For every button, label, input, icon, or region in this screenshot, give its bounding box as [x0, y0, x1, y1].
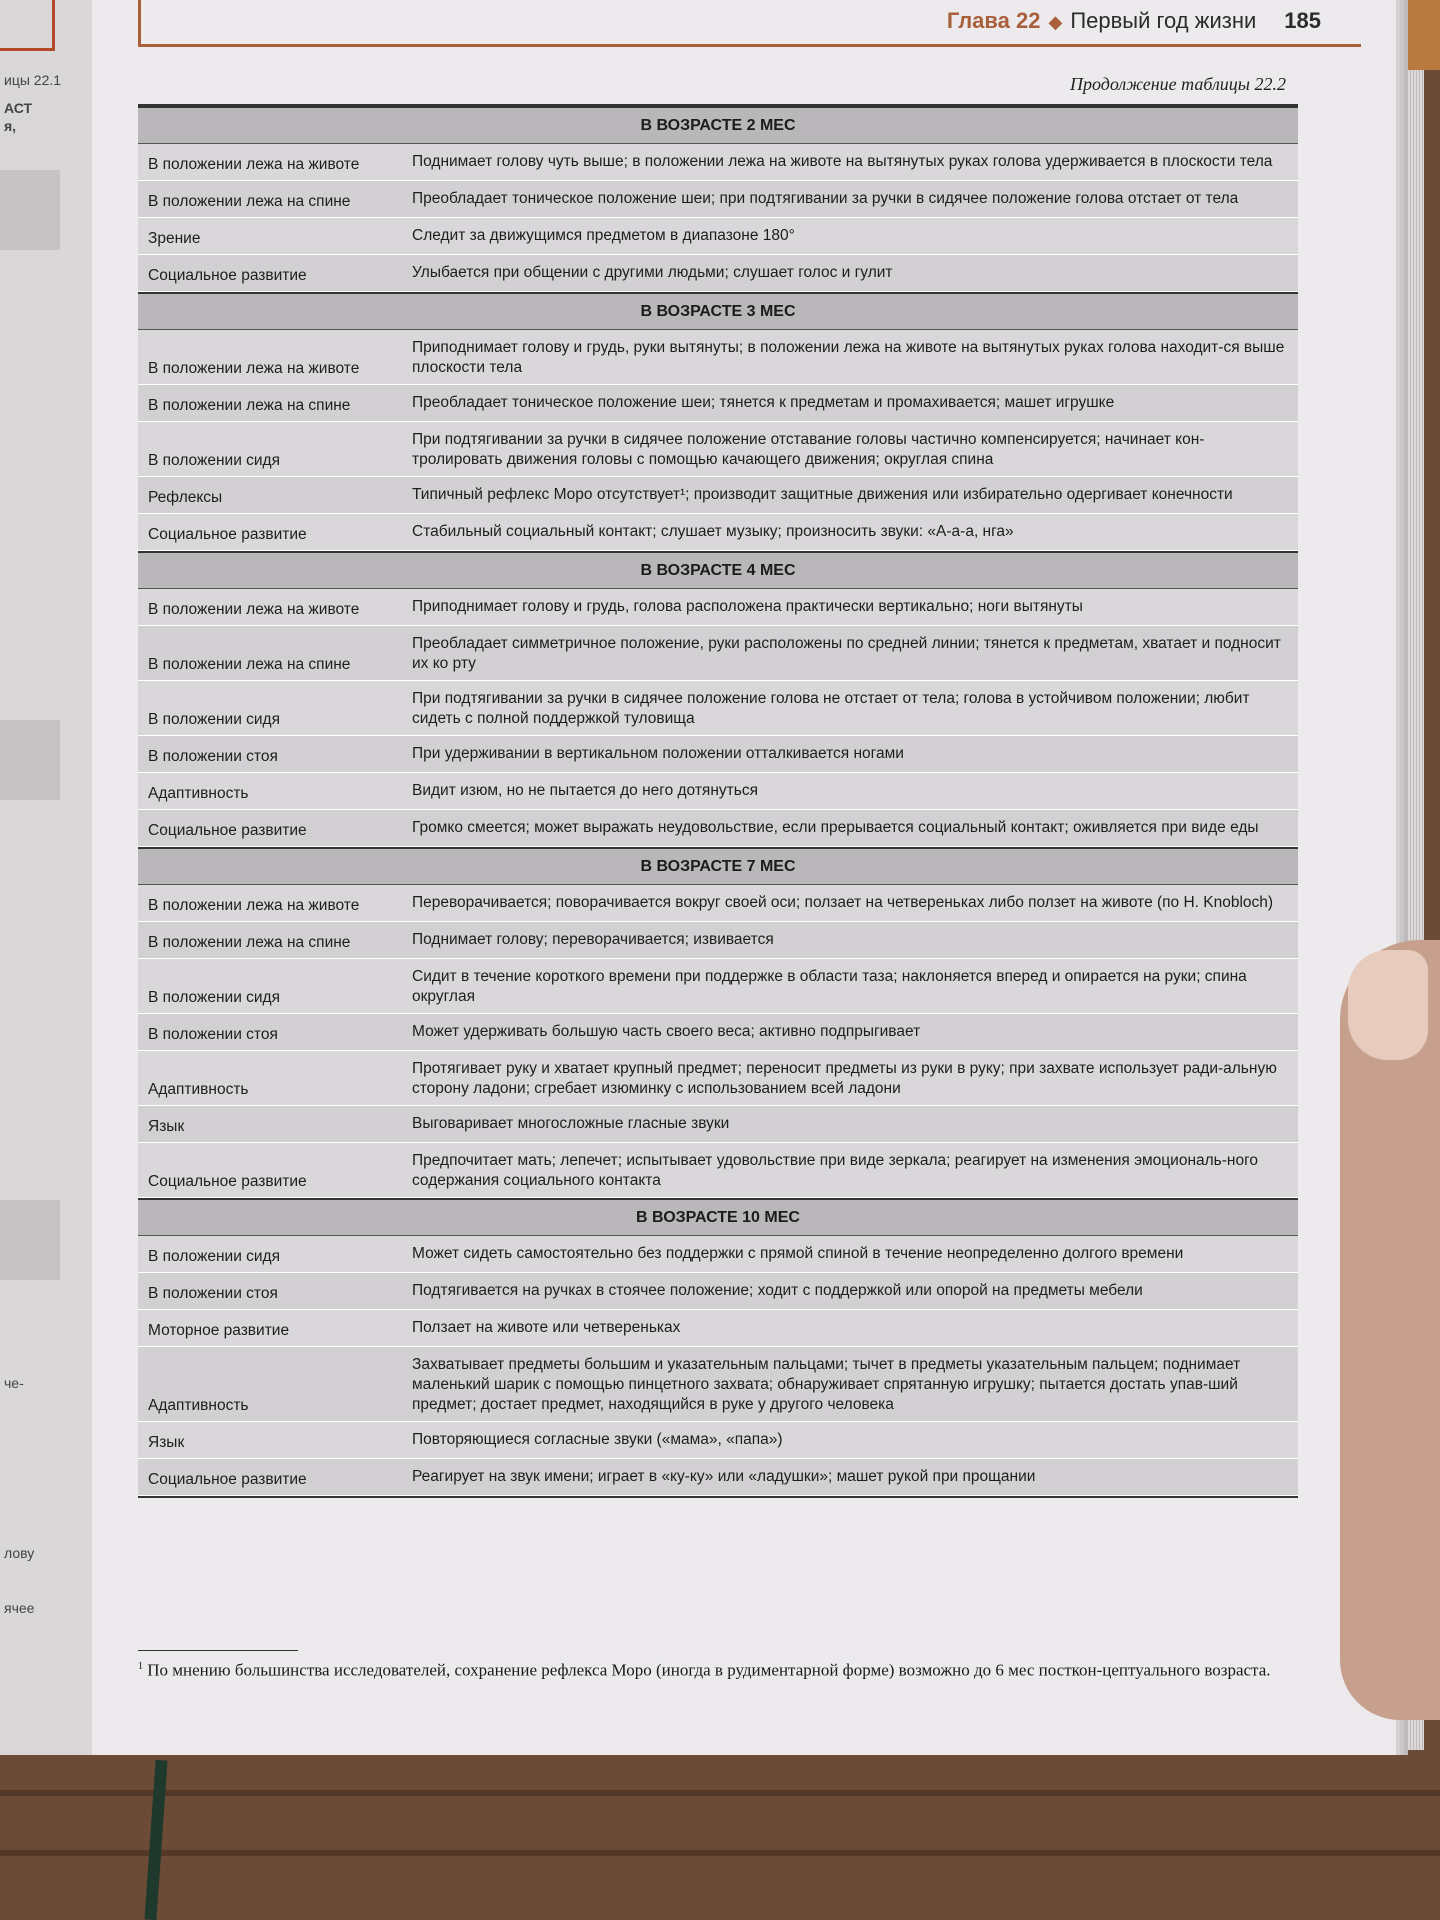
development-table	[138, 104, 1298, 1498]
section-heading: В ВОЗРАСТЕ 10 МЕС	[138, 1198, 1298, 1236]
table-row	[138, 626, 1298, 681]
left-page-fragment: АСТ	[4, 100, 33, 116]
row-description: Может удерживать большую часть своего веса; активно подпрыгивает	[412, 1023, 921, 1040]
row-label: В положении стоя	[148, 1285, 278, 1302]
left-page-edge	[0, 0, 94, 1755]
section-rows	[138, 330, 1298, 551]
row-description: Приподнимает голову и грудь, голова расположена практически вертикально; ноги вытянуты	[412, 598, 1083, 615]
diamond-icon: ◆	[1048, 12, 1063, 32]
row-description: Видит изюм, но не пытается до него дотянуться	[412, 782, 758, 799]
row-description: Предпочитает мать; лепечет; испытывает удовольствие при виде зеркала; реагирует на изменения эмоциональ-ного содержания социального контакта	[412, 1152, 1259, 1189]
table-section	[138, 847, 1298, 1198]
row-description: Преобладает тоническое положение шеи; тянется к предметам и промахивается; машет игрушке	[412, 394, 1115, 411]
row-label: Адаптивность	[148, 785, 249, 802]
table-row	[138, 1014, 1298, 1051]
row-label: В положении стоя	[148, 748, 278, 765]
left-page-fragment: лову	[4, 1545, 35, 1561]
footnote-mark: 1	[138, 1661, 143, 1672]
row-label: Зрение	[148, 230, 201, 247]
section-rows	[138, 1236, 1298, 1496]
table-row	[138, 181, 1298, 218]
page-number: 185	[1284, 8, 1321, 33]
row-description: Протягивает руку и хватает крупный предмет; переносит предметы из руки в руку; при захвате использует ради-альную сторону ладони; сгребает изюминку с использованием всей ладони	[412, 1060, 1277, 1097]
row-description: Сидит в течение короткого времени при поддержке в области таза; наклоняется вперед и опирается на руки; спина округлая	[412, 968, 1247, 1005]
row-label: Язык	[148, 1434, 185, 1451]
section-rows	[138, 144, 1298, 292]
row-label: В положении сидя	[148, 711, 280, 728]
left-page-accent-border	[0, 0, 55, 51]
table-row	[138, 1422, 1298, 1459]
table-row	[138, 681, 1298, 736]
row-description: Следит за движущимся предметом в диапазоне 180°	[412, 227, 795, 244]
row-label: Моторное развитие	[148, 1322, 290, 1339]
thumbnail	[1348, 950, 1428, 1060]
left-page-fragment: че-	[4, 1375, 24, 1391]
table-row	[138, 422, 1298, 477]
row-description: Поднимает голову; переворачивается; извивается	[412, 931, 774, 948]
row-label: Социальное развитие	[148, 267, 307, 284]
section-rows	[138, 589, 1298, 847]
table-row	[138, 1310, 1298, 1347]
row-label: В положении лежа на спине	[148, 397, 351, 414]
row-label: Адаптивность	[148, 1397, 249, 1414]
table-row	[138, 589, 1298, 626]
table-row	[138, 1236, 1298, 1273]
table-row	[138, 1273, 1298, 1310]
table-row	[138, 477, 1298, 514]
table-section	[138, 1198, 1298, 1496]
chapter-label: Глава 22	[946, 8, 1041, 33]
table-section	[138, 551, 1298, 847]
row-label: В положении лежа на животе	[148, 897, 360, 914]
table-row	[138, 330, 1298, 385]
row-description: Реагирует на звук имени; играет в «ку-ку» или «ладушки»; машет рукой при прощании	[412, 1468, 1036, 1485]
row-description: Поднимает голову чуть выше; в положении лежа на животе на вытянутых руках голова удерживается в плоскости тела	[412, 153, 1273, 170]
wood-grain	[0, 1790, 1440, 1796]
running-head	[138, 0, 1361, 47]
left-page-shade	[0, 720, 60, 800]
table-row	[138, 514, 1298, 551]
section-heading: В ВОЗРАСТЕ 2 МЕС	[138, 106, 1298, 144]
row-label: В положении стоя	[148, 1026, 278, 1043]
table-row	[138, 1143, 1298, 1198]
row-description: При подтягивании за ручки в сидячее положение отставание головы частично компенсируется; начинает кон-тролировать движения головы с помощью качающего движения; округлая спина	[412, 431, 1205, 468]
row-description: Приподнимает голову и грудь, руки вытянуты; в положении лежа на животе на вытянутых руках голова находит-ся выше плоскости тела	[412, 339, 1285, 376]
table-row	[138, 385, 1298, 422]
footnote-rule	[138, 1650, 298, 1651]
row-label: В положении сидя	[148, 989, 280, 1006]
row-description: Громко смеется; может выражать неудовольствие, если прерывается социальный контакт; оживляется при виде еды	[412, 819, 1259, 836]
section-heading: В ВОЗРАСТЕ 4 МЕС	[138, 551, 1298, 589]
table-row	[138, 1347, 1298, 1422]
table-row	[138, 144, 1298, 181]
row-description: Преобладает симметричное положение, руки расположены по средней линии; тянется к предметам, хватает и подносит их ко рту	[412, 635, 1281, 672]
table-row	[138, 773, 1298, 810]
row-label: Социальное развитие	[148, 1471, 307, 1488]
row-description: Переворачивается; поворачивается вокруг своей оси; ползает на четвереньках либо ползет на животе (по H. Knobloch)	[412, 894, 1274, 911]
row-description: Улыбается при общении с другими людьми; слушает голос и гулит	[412, 264, 893, 281]
row-label: Адаптивность	[148, 1081, 249, 1098]
table-row	[138, 1051, 1298, 1106]
row-label: В положении лежа на спине	[148, 193, 351, 210]
book-page	[92, 0, 1396, 1755]
table-row	[138, 959, 1298, 1014]
table-row	[138, 810, 1298, 847]
left-page-shade	[0, 1200, 60, 1280]
row-description: При удерживании в вертикальном положении отталкивается ногами	[412, 745, 904, 762]
footnote	[138, 1656, 1298, 1682]
row-description: Стабильный социальный контакт; слушает музыку; произносить звуки: «А-а-а, нга»	[412, 523, 1014, 540]
table-row	[138, 1106, 1298, 1143]
row-label: Язык	[148, 1118, 185, 1135]
row-description: Преобладает тоническое положение шеи; при подтягивании за ручки в сидячее положение голова отстает от тела	[412, 190, 1239, 207]
row-description: Ползает на животе или четвереньках	[412, 1319, 681, 1336]
row-label: В положении лежа на животе	[148, 156, 360, 173]
row-label: В положении лежа на животе	[148, 360, 360, 377]
table-row	[138, 218, 1298, 255]
table-row	[138, 736, 1298, 773]
chapter-title: Первый год жизни	[1070, 8, 1257, 33]
table-section	[138, 106, 1298, 292]
row-label: В положении лежа на животе	[148, 601, 360, 618]
row-label: В положении сидя	[148, 1248, 280, 1265]
left-page-fragment: я,	[4, 118, 17, 134]
row-label: Социальное развитие	[148, 526, 307, 543]
row-description: Типичный рефлекс Моро отсутствует¹; производит защитные движения или избирательно одергивает конечности	[412, 486, 1233, 503]
row-label: В положении лежа на спине	[148, 656, 351, 673]
row-description: При подтягивании за ручки в сидячее положение голова не отстает от тела; голова в устойчивом положении; любит сидеть с полной поддержкой туловища	[412, 690, 1250, 727]
left-page-shade	[0, 170, 60, 250]
wood-grain	[0, 1850, 1440, 1856]
row-description: Подтягивается на ручках в стоячее положение; ходит с поддержкой или опорой на предметы мебели	[412, 1282, 1143, 1299]
table-section	[138, 292, 1298, 551]
table-row	[138, 1459, 1298, 1496]
row-label: Рефлексы	[148, 489, 223, 506]
section-heading: В ВОЗРАСТЕ 7 МЕС	[138, 847, 1298, 885]
table-row	[138, 885, 1298, 922]
ribbon-bookmark	[144, 1760, 167, 1920]
left-page-fragment: ячее	[4, 1600, 35, 1616]
left-page-fragment: ицы 22.1	[4, 72, 62, 88]
table-row	[138, 922, 1298, 959]
row-description: Выговаривает многосложные гласные звуки	[412, 1115, 730, 1132]
row-label: Социальное развитие	[148, 1173, 307, 1190]
table-continuation-caption: Продолжение таблицы 22.2	[1069, 74, 1286, 94]
row-description: Повторяющиеся согласные звуки («мама», «папа»)	[412, 1431, 783, 1448]
row-description: Захватывает предметы большим и указательным пальцами; тычет в предметы указательным пальцем; поднимает маленький шарик с помощью пинцетного захвата; обнаруживает спрятанную игрушку; пытается достать упав-ший предмет; достает предмет, находящийся в руке у другого человека	[412, 1356, 1241, 1413]
table-row	[138, 255, 1298, 292]
row-label: Социальное развитие	[148, 822, 307, 839]
row-label: В положении сидя	[148, 452, 280, 469]
book-cover-corner	[1400, 0, 1440, 70]
footnote-text: По мнению большинства исследователей, сохранение рефлекса Моро (иногда в рудиментарной форме) возможно до 6 мес посткон-цептуального возраста.	[147, 1660, 1271, 1680]
row-label: В положении лежа на спине	[148, 934, 351, 951]
section-rows	[138, 885, 1298, 1198]
section-heading: В ВОЗРАСТЕ 3 МЕС	[138, 292, 1298, 330]
row-description: Может сидеть самостоятельно без поддержки с прямой спиной в течение неопределенно долгого времени	[412, 1245, 1184, 1262]
